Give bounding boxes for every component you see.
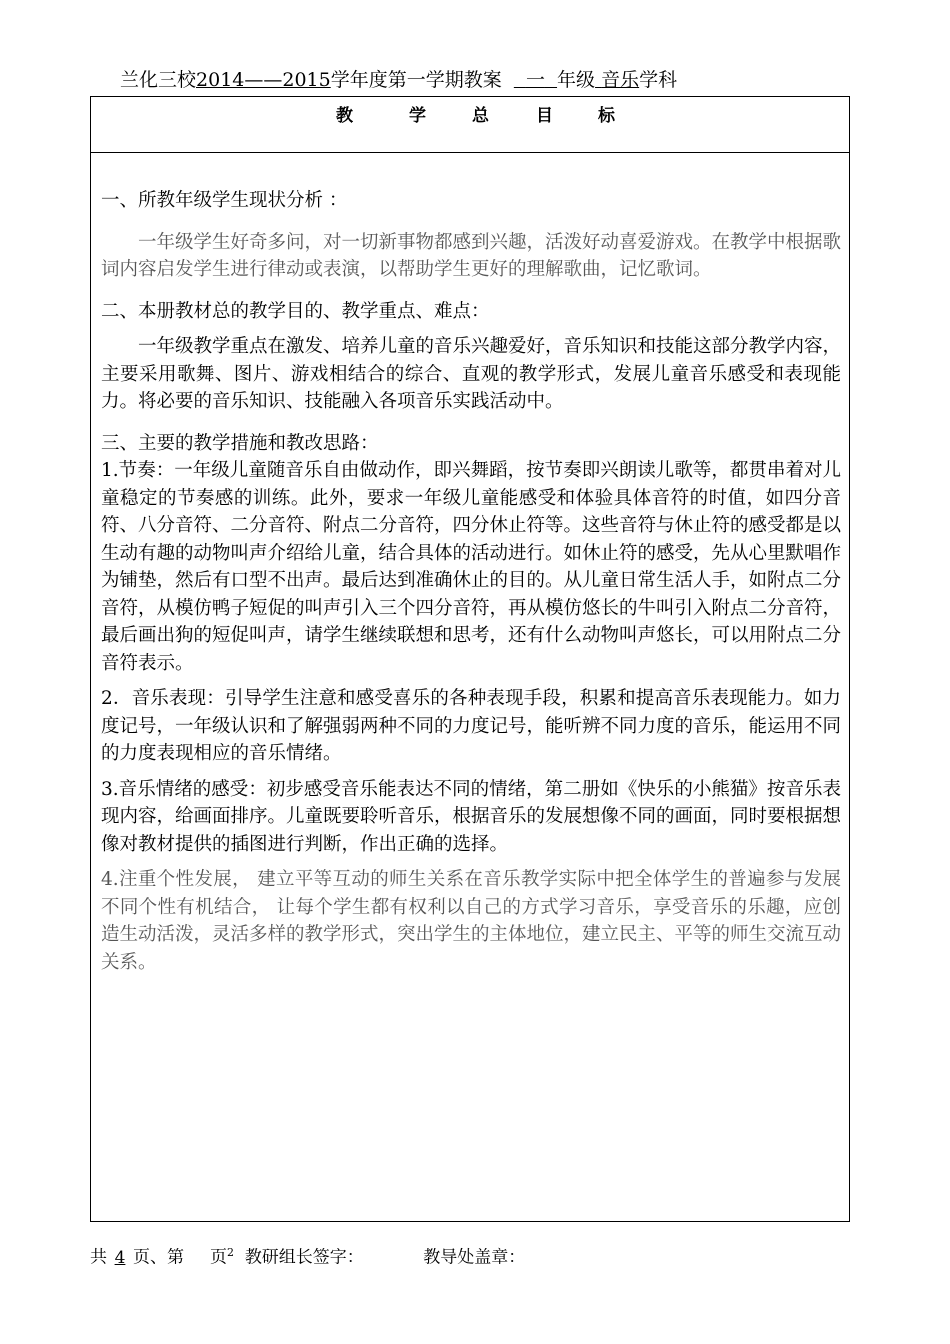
table-title-row: [91, 97, 849, 153]
section-1-heading: 一、所教年级学生现状分析 ：: [101, 190, 348, 211]
subject-value: 音乐: [601, 69, 640, 91]
grade-label: 年级: [557, 69, 596, 91]
table-title-char: 目: [536, 106, 553, 126]
section-3-item-4: 4.注重个性发展， 建立平等互动的师生关系在音乐教学实际中把全体学生的普遍参与发展不同个性有机结合， 让每个学生都有权利以自己的方式学习音乐，享受音乐的乐趣，应创造生动活泼，灵活多样的教学形式，突出学生的主体地位，建立民主、平等的师生交流互动关系。: [101, 869, 842, 973]
section-3-item-3: 3.音乐情绪的感受：初步感受音乐能表达不同的情绪，第二册如《快乐的小熊猫》按音乐表现内容，给画面排序。儿童既要聆听音乐，根据音乐的发展想像不同的画面，同时要根据想像对教材提供的插图进行判断，作出正确的选择。: [101, 778, 842, 855]
school-years: 2014——2015: [196, 69, 331, 91]
section-3-item-2: 2．音乐表现：引导学生注意和感受喜乐的各种表现手段，积累和提高音乐表现能力。如力度记号，一年级认识和了解强弱两种不同的力度记号，能听辨不同力度的音乐，能运用不同的力度表现相应的音乐情绪。: [101, 688, 842, 764]
section-2-text: 一年级教学重点在激发、培养儿童的音乐兴趣爱好，音乐知识和技能这部分教学内容，主要采用歌舞、图片、游戏相结合的综合、直观的教学形式，发展儿童音乐感受和表现能力。将必要的音乐知识、技能融入各项音乐实践活动中。: [101, 336, 842, 412]
table-title-char: 总: [472, 106, 489, 126]
subject-label: 学科: [639, 69, 678, 91]
section-3-item-1: 1.节奏：一年级儿童随音乐自由做动作，即兴舞蹈，按节奏即兴朗读儿歌等，都贯串着对儿童稳定的节奏感的训练。此外，要求一年级儿童能感受和体验具体音符的时值，如四分音符、八分音符、二分音符、附点二分音符，四分休止符等。这些音符与休止符的感受都是以生动有趣的动物叫声介绍给儿童，结合具体的活动进行。如休止符的感受，先从心里默唱作为铺垫，然后有口型不出声。最后达到准确休止的目的。从儿童日常生活人手，如附点二分音符，从模仿鸭子短促的叫声引入三个四分音符，再从模仿悠长的牛叫引入附点二分音符，最后画出狗的短促叫声，请学生继续联想和思考，还有什么动物叫声悠长，可以用附点二分音符表示。: [101, 460, 842, 674]
leader-signature-label: 教研组长签字：: [244, 1247, 364, 1268]
document-header: [120, 66, 840, 94]
page-superscript: 2: [227, 1246, 234, 1259]
table-content: [101, 187, 841, 976]
term-label: 学年度第一学期教案: [330, 69, 502, 91]
section-1-text: 一年级学生好奇多问，对一切新事物都感到兴趣，活泼好动喜爱游戏。在教学中根据歌词内容启发学生进行律动或表演，以帮助学生更好的理解歌曲，记忆歌词。: [101, 231, 842, 280]
lesson-plan-table: [90, 96, 850, 1222]
document-footer: [90, 1240, 525, 1271]
total-pages-prefix: 共: [90, 1247, 107, 1268]
table-title-char: 学: [409, 106, 426, 126]
grade-value: 一: [525, 69, 545, 91]
section-2-heading: 二、本册教材总的教学目的、教学重点、难点：: [101, 300, 490, 322]
section-3-heading: 三、主要的教学措施和教改思路：: [101, 432, 379, 454]
total-pages-value: 4: [114, 1247, 126, 1268]
page-suffix: 页: [210, 1247, 227, 1268]
office-stamp-label: 教导处盖章：: [423, 1247, 526, 1268]
table-title-char: 标: [598, 106, 615, 126]
total-pages-suffix: 页、第: [133, 1247, 184, 1268]
school-name: 兰化三校: [120, 69, 197, 91]
table-title-char: 教: [336, 106, 353, 126]
